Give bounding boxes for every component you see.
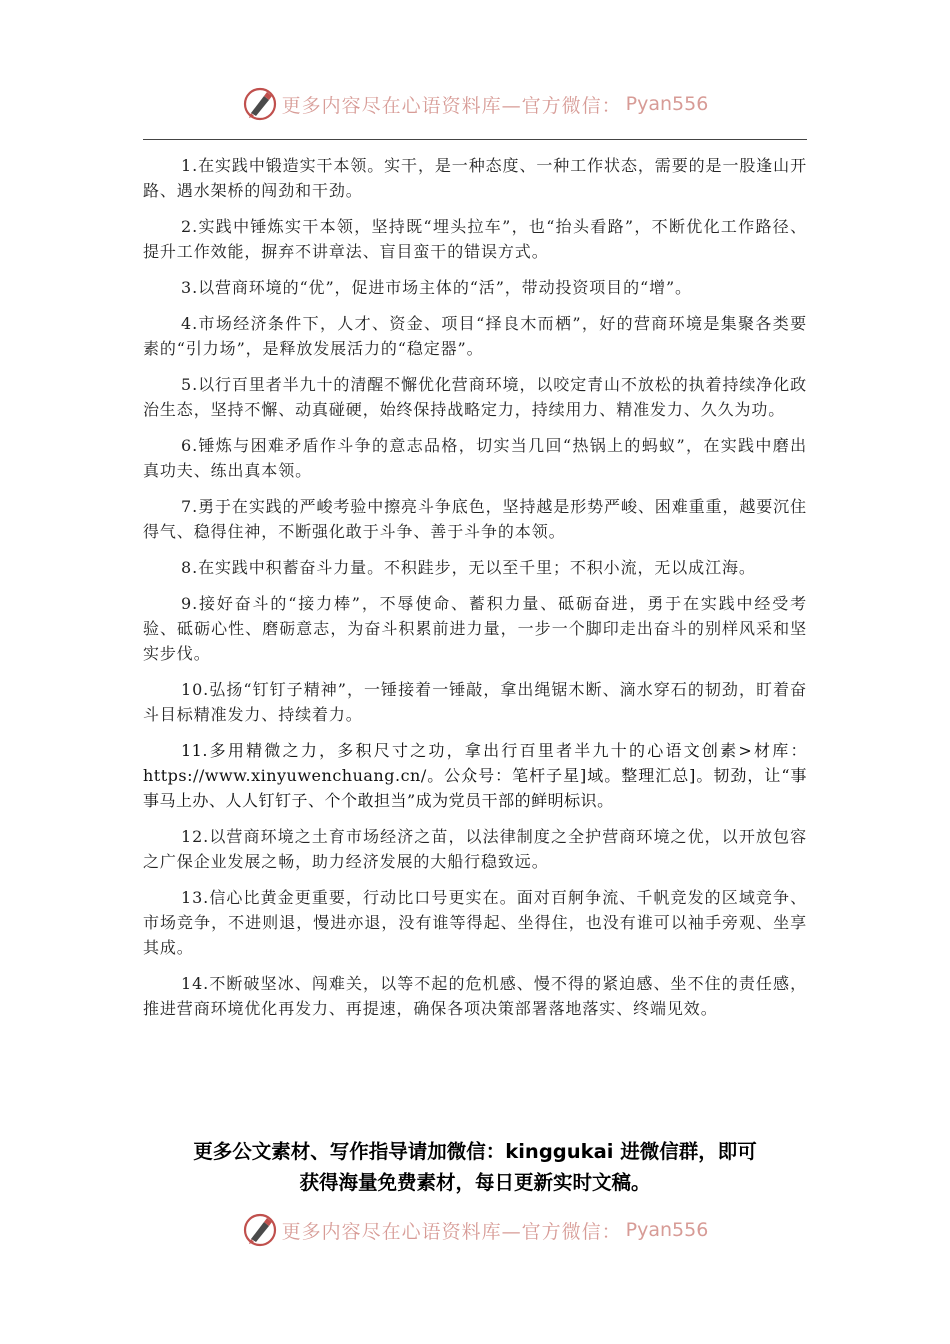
paragraph-11: 11.多用精微之力，多积尺寸之功，拿出行百里者半九十的心语文创素>材库：https://www.xinyuwenchuang.cn/。公众号：笔杆子星]域。整理汇总]。韧劲，让“事事马上办、人人钉钉子、个个敢担当”成为党员干部的鲜明标识。 [143, 741, 807, 810]
pen-logo-icon [242, 1212, 278, 1248]
paragraph-3: 3.以营商环境的“优”，促进市场主体的“活”，带动投资项目的“增”。 [181, 278, 692, 297]
paragraph-8: 8.在实践中积蓄奋斗力量。不积跬步，无以至千里；不积小流，无以成江海。 [181, 558, 756, 577]
paragraph-7: 7.勇于在实践的严峻考验中擦亮斗争底色，坚持越是形势严峻、困难重重，越要沉住得气、稳得住神，不断强化敢于斗争、善于斗争的本领。 [143, 497, 807, 541]
paragraph-4: 4.市场经济条件下，人才、资金、项目“择良木而栖”，好的营商环境是集聚各类要素的“引力场”，是释放发展活力的“稳定器”。 [143, 314, 807, 358]
promo-line-2: 获得海量免费素材，每日更新实时文稿。 [299, 1171, 651, 1194]
paragraph-2: 2.实践中锤炼实干本领，坚持既“埋头拉车”，也“抬头看路”，不断优化工作路径、提升工作效能，摒弃不讲章法、盲目蛮干的错误方式。 [143, 217, 807, 261]
footer-banner [0, 1210, 950, 1250]
header-divider [143, 139, 807, 140]
pen-logo-icon [242, 86, 278, 122]
document-body [143, 153, 807, 1032]
paragraph-13: 13.信心比黄金更重要，行动比口号更实在。面对百舸争流、千帆竞发的区域竞争、市场竞争，不进则退，慢进亦退，没有谁等得起、坐得住，也没有谁可以袖手旁观、坐享其成。 [143, 888, 807, 957]
header-banner-text: 更多内容尽在心语资料库—官方微信： [281, 94, 622, 117]
promo-line-1: 更多公文素材、写作指导请加微信：kinggukai 进微信群，即可 [193, 1140, 757, 1163]
paragraph-10: 10.弘扬“钉钉子精神”，一锤接着一锤敲，拿出绳锯木断、滴水穿石的韧劲，盯着奋斗目标精准发力、持续着力。 [143, 680, 807, 724]
paragraph-6: 6.锤炼与困难矛盾作斗争的意志品格，切实当几回“热锅上的蚂蚁”，在实践中磨出真功夫、练出真本领。 [143, 436, 807, 480]
paragraph-5: 5.以行百里者半九十的清醒不懈优化营商环境，以咬定青山不放松的执着持续净化政治生态，坚持不懈、动真碰硬，始终保持战略定力，持续用力、精准发力、久久为功。 [143, 375, 807, 419]
paragraph-14: 14.不断破坚冰、闯难关，以等不起的危机感、慢不得的紧迫感、坐不住的责任感，推进营商环境优化再发力、再提速，确保各项决策部署落地落实、终端见效。 [143, 974, 807, 1018]
footer-banner-wechat-id: Pyan556 [625, 1219, 709, 1241]
paragraph-12: 12.以营商环境之土育市场经济之苗，以法律制度之全护营商环境之优，以开放包容之广保企业发展之畅，助力经济发展的大船行稳致远。 [143, 827, 807, 871]
promo-notice [0, 1136, 950, 1198]
header-banner-wechat-id: Pyan556 [625, 93, 709, 115]
paragraph-9: 9.接好奋斗的“接力棒”，不辱使命、蓄积力量、砥砺奋进，勇于在实践中经受考验、砥砺心性、磨砺意志，为奋斗积累前进力量，一步一个脚印走出奋斗的别样风采和坚实步伐。 [143, 594, 807, 663]
paragraph-1: 1.在实践中锻造实干本领。实干，是一种态度、一种工作状态，需要的是一股逢山开路、遇水架桥的闯劲和干劲。 [143, 156, 807, 200]
header-banner [0, 84, 950, 124]
footer-banner-text: 更多内容尽在心语资料库—官方微信： [281, 1220, 622, 1243]
